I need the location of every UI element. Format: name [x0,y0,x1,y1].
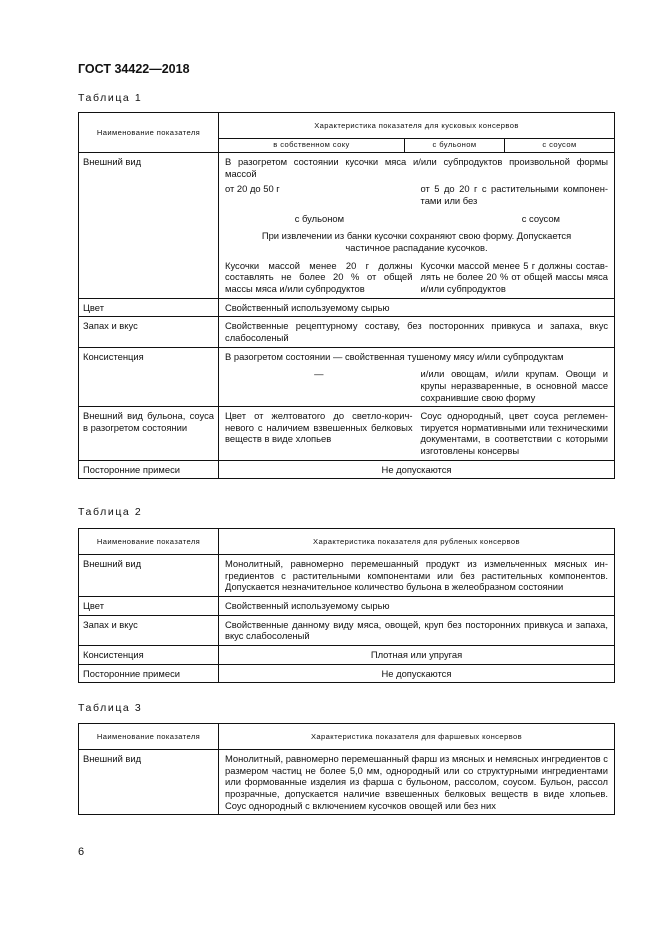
table-row [79,664,615,683]
broth-label: с бульоном [294,212,345,224]
row-name: Посторонние примеси [79,664,219,683]
consistency-left: — [314,368,324,380]
table-row [79,153,615,299]
table-row [79,317,615,347]
weight-range-left: от 20 до 50 г [225,183,280,195]
page-number: 6 [78,846,85,858]
table-row [79,347,615,407]
column-header-name: Наименование показателя [79,113,219,153]
row-description: Плотная или упругая [219,645,615,664]
column-header-characteristic: Характеристика показателя для фаршевых консервов [219,724,615,750]
row-name: Внешний вид [79,555,219,597]
table-1 [78,112,615,479]
weight-range-right: от 5 до 20 г с растительными компонентами или без [420,183,609,206]
table-3 [78,723,615,815]
subcolumn-sauce: с соусом [505,139,615,153]
row-description: Свойственные рецептурному составу, без посторонних привкуса и запаха, вкус слабосоленый [219,317,615,347]
consistency-right: и/или овощам, и/или крупам. Овощи и крупы неразваренные, в основной массе сохранившие свою форму [420,368,609,403]
table-row [79,460,615,479]
table-row [79,555,615,597]
row-name: Внешний вид [79,750,219,815]
row-description [219,153,615,299]
subcolumn-own-juice: в собственном соку [219,139,405,153]
row-name: Внешний вид бульона, соуса в разогретом состоянии [79,407,219,461]
row-name: Цвет [79,596,219,615]
row-description: Монолитный, равномерно перемешанный фарш из мясных и немясных ингредиентов с размером частиц не более 5,0 мм, однородный или со структурными ингредиентами или формованные изделия из фарша с бульоном, рассолом, соусом. Бульон, рассол прозрачные, допускается наличие взвешенных белковых веществ в виде хлопьев. Соус однородный с включением кусочков овощей или без них [219,750,615,815]
row-name: Цвет [79,298,219,317]
document-header: ГОСТ 34422—2018 [78,62,190,76]
table-row [79,298,615,317]
row-description: Свойственные данному виду мяса, овощей, круп без посторонних привкуса и запаха, вкус слабосоленый [219,615,615,645]
table-row [79,615,615,645]
sauce-label: с соусом [521,212,560,224]
row-name: Запах и вкус [79,615,219,645]
table-2-caption: Таблица 2 [78,506,143,518]
table-1-caption: Таблица 1 [78,92,143,104]
row-name: Консистенция [79,347,219,407]
row-description: Не допускаются [219,460,615,479]
table-2 [78,528,615,683]
shape-note: При извлечении из банки кусочки сохраняют свою форму. Допускается частичное распадание кусочков. [261,230,572,253]
consistency-intro: В разогретом состоянии — свойственная тушеному мясу и/или субпродуктам [225,350,564,362]
appearance-intro: В разогретом состоянии кусочки мяса и/или субпродуктов произвольной формы массой [225,156,609,179]
row-description: Монолитный, равномерно перемешанный продукт из измельченных мясных ингредиентов с растительными компонентами или без растительных компонентов. Допускается незначительное количество бульона в желеобразном состоянии [219,555,615,597]
broth-appearance-left: Цвет от желтоватого до светло-коричневого с наличием взвешенных белковых веществ в виде хлопьев [225,410,413,445]
column-header-characteristic: Характеристика показателя для кусковых консервов [219,113,615,139]
small-pieces-left: Кусочки массой менее 20 г должны составлять не более 20 % от общей массы мяса и/или субпродуктов [225,259,413,294]
small-pieces-right: Кусочки массой менее 5 г должны составлять не более 20 % от общей массы мяса и/или субпродуктов [420,259,609,294]
row-description: Свойственный используемому сырью [219,596,615,615]
row-description [219,407,615,461]
column-header-name: Наименование показателя [79,529,219,555]
row-name: Внешний вид [79,153,219,299]
table-row [79,407,615,461]
column-header-characteristic: Характеристика показателя для рубленых консервов [219,529,615,555]
table-row [79,596,615,615]
subcolumn-broth: с бульоном [405,139,505,153]
broth-appearance-right: Соус однородный, цвет соуса реглементируется нормативными или техническими документами, в соответствии с которыми изготовлены консервы [420,410,609,457]
row-name: Посторонние примеси [79,460,219,479]
row-description: Свойственный используемому сырью [219,298,615,317]
row-description: Не допускаются [219,664,615,683]
row-name: Запах и вкус [79,317,219,347]
column-header-name: Наименование показателя [79,724,219,750]
table-3-caption: Таблица 3 [78,702,143,714]
table-row [79,750,615,815]
table-row [79,645,615,664]
row-description [219,347,615,407]
row-name: Консистенция [79,645,219,664]
